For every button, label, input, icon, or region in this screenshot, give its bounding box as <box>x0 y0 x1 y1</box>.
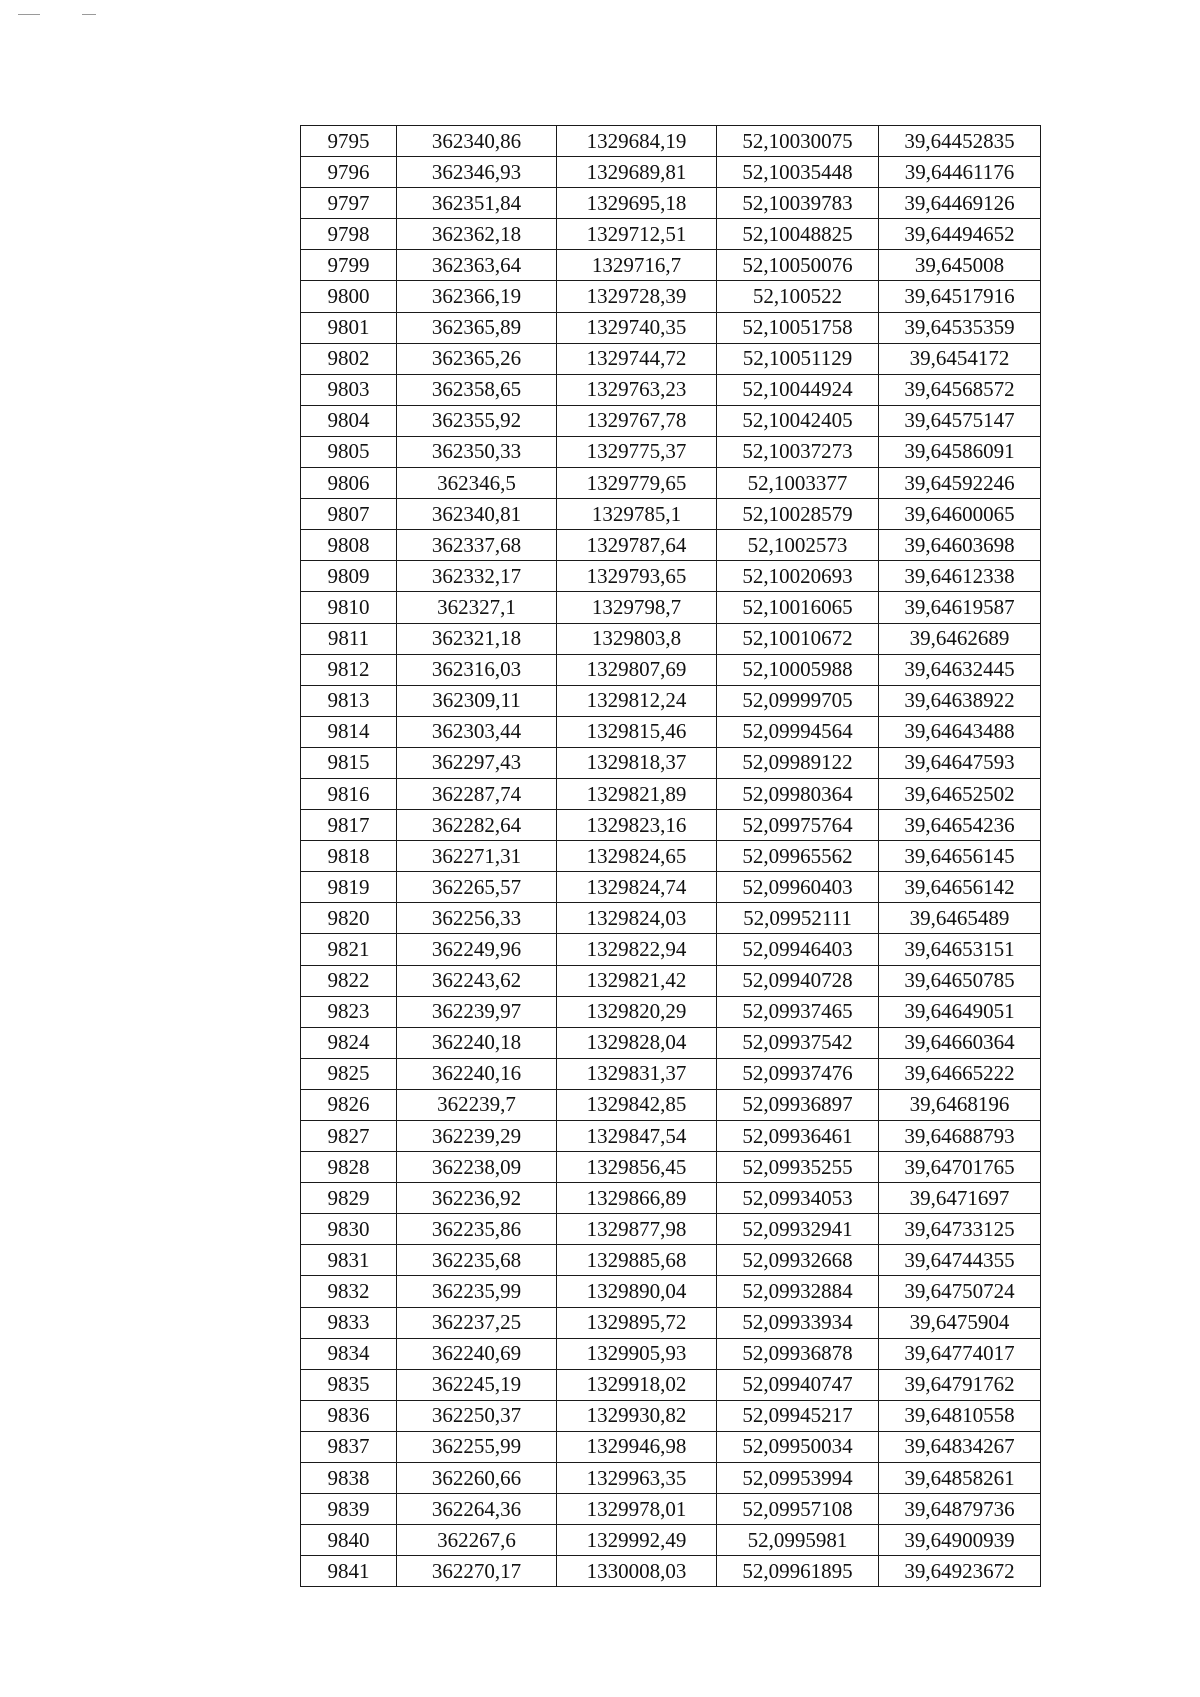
latitude-cell: 52,10028579 <box>717 499 879 530</box>
table-row <box>301 157 1041 188</box>
x-coordinate-cell: 362243,62 <box>397 965 557 996</box>
longitude-cell: 39,64656142 <box>879 872 1041 903</box>
point-number-cell: 9815 <box>301 747 397 778</box>
x-coordinate-cell: 362240,18 <box>397 1027 557 1058</box>
point-number-cell: 9819 <box>301 872 397 903</box>
point-number-cell: 9804 <box>301 405 397 436</box>
y-coordinate-cell: 1329978,01 <box>557 1494 717 1525</box>
table-row <box>301 592 1041 623</box>
x-coordinate-cell: 362239,97 <box>397 996 557 1027</box>
point-number-cell: 9801 <box>301 312 397 343</box>
y-coordinate-cell: 1329930,82 <box>557 1400 717 1431</box>
y-coordinate-cell: 1329807,69 <box>557 654 717 685</box>
x-coordinate-cell: 362366,19 <box>397 281 557 312</box>
point-number-cell: 9841 <box>301 1556 397 1587</box>
x-coordinate-cell: 362240,16 <box>397 1058 557 1089</box>
table-row <box>301 1089 1041 1120</box>
table-row <box>301 685 1041 716</box>
table-row <box>301 405 1041 436</box>
x-coordinate-cell: 362239,7 <box>397 1089 557 1120</box>
point-number-cell: 9809 <box>301 561 397 592</box>
y-coordinate-cell: 1329823,16 <box>557 810 717 841</box>
table-row <box>301 1152 1041 1183</box>
latitude-cell: 52,0995981 <box>717 1525 879 1556</box>
y-coordinate-cell: 1329684,19 <box>557 126 717 157</box>
latitude-cell: 52,09932941 <box>717 1214 879 1245</box>
table-row <box>301 654 1041 685</box>
x-coordinate-cell: 362240,69 <box>397 1338 557 1369</box>
x-coordinate-cell: 362332,17 <box>397 561 557 592</box>
scan-artifact <box>82 14 96 15</box>
table-row <box>301 1276 1041 1307</box>
y-coordinate-cell: 1329815,46 <box>557 716 717 747</box>
x-coordinate-cell: 362346,5 <box>397 468 557 499</box>
table-row <box>301 499 1041 530</box>
x-coordinate-cell: 362327,1 <box>397 592 557 623</box>
point-number-cell: 9810 <box>301 592 397 623</box>
table-row <box>301 561 1041 592</box>
point-number-cell: 9803 <box>301 374 397 405</box>
y-coordinate-cell: 1329992,49 <box>557 1525 717 1556</box>
y-coordinate-cell: 1329712,51 <box>557 219 717 250</box>
longitude-cell: 39,64643488 <box>879 716 1041 747</box>
table-row <box>301 1027 1041 1058</box>
table-row <box>301 1556 1041 1587</box>
y-coordinate-cell: 1329689,81 <box>557 157 717 188</box>
table-row <box>301 343 1041 374</box>
latitude-cell: 52,09936461 <box>717 1121 879 1152</box>
longitude-cell: 39,64575147 <box>879 405 1041 436</box>
x-coordinate-cell: 362340,86 <box>397 126 557 157</box>
table-row <box>301 1183 1041 1214</box>
point-number-cell: 9818 <box>301 841 397 872</box>
point-number-cell: 9822 <box>301 965 397 996</box>
point-number-cell: 9811 <box>301 623 397 654</box>
latitude-cell: 52,09953994 <box>717 1463 879 1494</box>
latitude-cell: 52,09936897 <box>717 1089 879 1120</box>
table-row <box>301 1400 1041 1431</box>
latitude-cell: 52,09940728 <box>717 965 879 996</box>
latitude-cell: 52,10051758 <box>717 312 879 343</box>
longitude-cell: 39,64923672 <box>879 1556 1041 1587</box>
table-row <box>301 1245 1041 1276</box>
point-number-cell: 9828 <box>301 1152 397 1183</box>
table-row <box>301 312 1041 343</box>
latitude-cell: 52,10035448 <box>717 157 879 188</box>
point-number-cell: 9824 <box>301 1027 397 1058</box>
table-row <box>301 778 1041 809</box>
point-number-cell: 9821 <box>301 934 397 965</box>
x-coordinate-cell: 362235,86 <box>397 1214 557 1245</box>
x-coordinate-cell: 362362,18 <box>397 219 557 250</box>
scan-artifact <box>18 14 40 15</box>
point-number-cell: 9830 <box>301 1214 397 1245</box>
y-coordinate-cell: 1329785,1 <box>557 499 717 530</box>
latitude-cell: 52,1003377 <box>717 468 879 499</box>
latitude-cell: 52,09965562 <box>717 841 879 872</box>
longitude-cell: 39,64647593 <box>879 747 1041 778</box>
table-row <box>301 1058 1041 1089</box>
y-coordinate-cell: 1329716,7 <box>557 250 717 281</box>
x-coordinate-cell: 362309,11 <box>397 685 557 716</box>
latitude-cell: 52,10048825 <box>717 219 879 250</box>
x-coordinate-cell: 362340,81 <box>397 499 557 530</box>
longitude-cell: 39,64586091 <box>879 436 1041 467</box>
point-number-cell: 9825 <box>301 1058 397 1089</box>
latitude-cell: 52,10005988 <box>717 654 879 685</box>
x-coordinate-cell: 362249,96 <box>397 934 557 965</box>
latitude-cell: 52,09933934 <box>717 1307 879 1338</box>
latitude-cell: 52,09945217 <box>717 1400 879 1431</box>
y-coordinate-cell: 1329767,78 <box>557 405 717 436</box>
table-row <box>301 1463 1041 1494</box>
longitude-cell: 39,64612338 <box>879 561 1041 592</box>
table-row <box>301 996 1041 1027</box>
point-number-cell: 9831 <box>301 1245 397 1276</box>
y-coordinate-cell: 1329895,72 <box>557 1307 717 1338</box>
y-coordinate-cell: 1329812,24 <box>557 685 717 716</box>
longitude-cell: 39,64638922 <box>879 685 1041 716</box>
x-coordinate-cell: 362351,84 <box>397 188 557 219</box>
longitude-cell: 39,64774017 <box>879 1338 1041 1369</box>
x-coordinate-cell: 362365,26 <box>397 343 557 374</box>
table-row <box>301 872 1041 903</box>
y-coordinate-cell: 1329963,35 <box>557 1463 717 1494</box>
table-row <box>301 934 1041 965</box>
x-coordinate-cell: 362265,57 <box>397 872 557 903</box>
x-coordinate-cell: 362346,93 <box>397 157 557 188</box>
table-row <box>301 530 1041 561</box>
y-coordinate-cell: 1329763,23 <box>557 374 717 405</box>
point-number-cell: 9812 <box>301 654 397 685</box>
x-coordinate-cell: 362264,36 <box>397 1494 557 1525</box>
y-coordinate-cell: 1329821,42 <box>557 965 717 996</box>
longitude-cell: 39,64652502 <box>879 778 1041 809</box>
longitude-cell: 39,64791762 <box>879 1369 1041 1400</box>
y-coordinate-cell: 1329779,65 <box>557 468 717 499</box>
point-number-cell: 9836 <box>301 1400 397 1431</box>
longitude-cell: 39,64469126 <box>879 188 1041 219</box>
y-coordinate-cell: 1329803,8 <box>557 623 717 654</box>
latitude-cell: 52,10039783 <box>717 188 879 219</box>
latitude-cell: 52,10051129 <box>717 343 879 374</box>
table-row <box>301 1494 1041 1525</box>
longitude-cell: 39,64452835 <box>879 126 1041 157</box>
table-row <box>301 1431 1041 1462</box>
point-number-cell: 9820 <box>301 903 397 934</box>
point-number-cell: 9807 <box>301 499 397 530</box>
table-row <box>301 810 1041 841</box>
point-number-cell: 9840 <box>301 1525 397 1556</box>
latitude-cell: 52,09960403 <box>717 872 879 903</box>
latitude-cell: 52,09935255 <box>717 1152 879 1183</box>
table-row <box>301 841 1041 872</box>
longitude-cell: 39,64592246 <box>879 468 1041 499</box>
latitude-cell: 52,09961895 <box>717 1556 879 1587</box>
longitude-cell: 39,64656145 <box>879 841 1041 872</box>
latitude-cell: 52,09952111 <box>717 903 879 934</box>
point-number-cell: 9839 <box>301 1494 397 1525</box>
x-coordinate-cell: 362255,99 <box>397 1431 557 1462</box>
latitude-cell: 52,09934053 <box>717 1183 879 1214</box>
point-number-cell: 9817 <box>301 810 397 841</box>
longitude-cell: 39,64660364 <box>879 1027 1041 1058</box>
latitude-cell: 52,09937542 <box>717 1027 879 1058</box>
latitude-cell: 52,09932668 <box>717 1245 879 1276</box>
longitude-cell: 39,64744355 <box>879 1245 1041 1276</box>
table-row <box>301 281 1041 312</box>
point-number-cell: 9795 <box>301 126 397 157</box>
latitude-cell: 52,09937476 <box>717 1058 879 1089</box>
latitude-cell: 52,1002573 <box>717 530 879 561</box>
longitude-cell: 39,64654236 <box>879 810 1041 841</box>
point-number-cell: 9802 <box>301 343 397 374</box>
y-coordinate-cell: 1329787,64 <box>557 530 717 561</box>
y-coordinate-cell: 1329831,37 <box>557 1058 717 1089</box>
latitude-cell: 52,09999705 <box>717 685 879 716</box>
longitude-cell: 39,6471697 <box>879 1183 1041 1214</box>
x-coordinate-cell: 362237,25 <box>397 1307 557 1338</box>
y-coordinate-cell: 1329821,89 <box>557 778 717 809</box>
point-number-cell: 9833 <box>301 1307 397 1338</box>
x-coordinate-cell: 362271,31 <box>397 841 557 872</box>
point-number-cell: 9813 <box>301 685 397 716</box>
longitude-cell: 39,64733125 <box>879 1214 1041 1245</box>
longitude-cell: 39,64535359 <box>879 312 1041 343</box>
latitude-cell: 52,09946403 <box>717 934 879 965</box>
longitude-cell: 39,64810558 <box>879 1400 1041 1431</box>
point-number-cell: 9823 <box>301 996 397 1027</box>
point-number-cell: 9838 <box>301 1463 397 1494</box>
y-coordinate-cell: 1329728,39 <box>557 281 717 312</box>
latitude-cell: 52,10044924 <box>717 374 879 405</box>
y-coordinate-cell: 1329740,35 <box>557 312 717 343</box>
latitude-cell: 52,09937465 <box>717 996 879 1027</box>
x-coordinate-cell: 362355,92 <box>397 405 557 436</box>
longitude-cell: 39,64750724 <box>879 1276 1041 1307</box>
point-number-cell: 9796 <box>301 157 397 188</box>
x-coordinate-cell: 362363,64 <box>397 250 557 281</box>
longitude-cell: 39,64688793 <box>879 1121 1041 1152</box>
latitude-cell: 52,10020693 <box>717 561 879 592</box>
x-coordinate-cell: 362235,68 <box>397 1245 557 1276</box>
latitude-cell: 52,09932884 <box>717 1276 879 1307</box>
latitude-cell: 52,09936878 <box>717 1338 879 1369</box>
latitude-cell: 52,09994564 <box>717 716 879 747</box>
point-number-cell: 9837 <box>301 1431 397 1462</box>
longitude-cell: 39,64665222 <box>879 1058 1041 1089</box>
point-number-cell: 9814 <box>301 716 397 747</box>
latitude-cell: 52,09957108 <box>717 1494 879 1525</box>
table-row <box>301 1121 1041 1152</box>
y-coordinate-cell: 1329866,89 <box>557 1183 717 1214</box>
longitude-cell: 39,64701765 <box>879 1152 1041 1183</box>
y-coordinate-cell: 1329905,93 <box>557 1338 717 1369</box>
latitude-cell: 52,10050076 <box>717 250 879 281</box>
x-coordinate-cell: 362337,68 <box>397 530 557 561</box>
longitude-cell: 39,64653151 <box>879 934 1041 965</box>
table-row <box>301 623 1041 654</box>
y-coordinate-cell: 1329820,29 <box>557 996 717 1027</box>
longitude-cell: 39,6468196 <box>879 1089 1041 1120</box>
latitude-cell: 52,09940747 <box>717 1369 879 1400</box>
table-row <box>301 965 1041 996</box>
x-coordinate-cell: 362250,37 <box>397 1400 557 1431</box>
table-row <box>301 1338 1041 1369</box>
x-coordinate-cell: 362238,09 <box>397 1152 557 1183</box>
x-coordinate-cell: 362321,18 <box>397 623 557 654</box>
latitude-cell: 52,09989122 <box>717 747 879 778</box>
longitude-cell: 39,64632445 <box>879 654 1041 685</box>
table-row <box>301 1525 1041 1556</box>
table-row <box>301 436 1041 467</box>
longitude-cell: 39,6465489 <box>879 903 1041 934</box>
y-coordinate-cell: 1329828,04 <box>557 1027 717 1058</box>
x-coordinate-cell: 362287,74 <box>397 778 557 809</box>
point-number-cell: 9829 <box>301 1183 397 1214</box>
point-number-cell: 9799 <box>301 250 397 281</box>
longitude-cell: 39,64517916 <box>879 281 1041 312</box>
latitude-cell: 52,10030075 <box>717 126 879 157</box>
longitude-cell: 39,645008 <box>879 250 1041 281</box>
longitude-cell: 39,64568572 <box>879 374 1041 405</box>
y-coordinate-cell: 1329824,74 <box>557 872 717 903</box>
longitude-cell: 39,64879736 <box>879 1494 1041 1525</box>
x-coordinate-cell: 362350,33 <box>397 436 557 467</box>
point-number-cell: 9806 <box>301 468 397 499</box>
coordinates-table <box>300 125 1041 1587</box>
latitude-cell: 52,09975764 <box>717 810 879 841</box>
longitude-cell: 39,64600065 <box>879 499 1041 530</box>
y-coordinate-cell: 1329885,68 <box>557 1245 717 1276</box>
table-row <box>301 903 1041 934</box>
y-coordinate-cell: 1329793,65 <box>557 561 717 592</box>
y-coordinate-cell: 1329818,37 <box>557 747 717 778</box>
y-coordinate-cell: 1329946,98 <box>557 1431 717 1462</box>
longitude-cell: 39,64649051 <box>879 996 1041 1027</box>
y-coordinate-cell: 1329744,72 <box>557 343 717 374</box>
latitude-cell: 52,100522 <box>717 281 879 312</box>
point-number-cell: 9797 <box>301 188 397 219</box>
point-number-cell: 9826 <box>301 1089 397 1120</box>
longitude-cell: 39,64619587 <box>879 592 1041 623</box>
longitude-cell: 39,64834267 <box>879 1431 1041 1462</box>
longitude-cell: 39,64494652 <box>879 219 1041 250</box>
y-coordinate-cell: 1329842,85 <box>557 1089 717 1120</box>
latitude-cell: 52,09980364 <box>717 778 879 809</box>
table-row <box>301 188 1041 219</box>
coordinates-table-body <box>301 126 1041 1587</box>
y-coordinate-cell: 1329695,18 <box>557 188 717 219</box>
x-coordinate-cell: 362260,66 <box>397 1463 557 1494</box>
latitude-cell: 52,09950034 <box>717 1431 879 1462</box>
longitude-cell: 39,64650785 <box>879 965 1041 996</box>
table-row <box>301 747 1041 778</box>
table-row <box>301 1369 1041 1400</box>
x-coordinate-cell: 362358,65 <box>397 374 557 405</box>
longitude-cell: 39,6462689 <box>879 623 1041 654</box>
y-coordinate-cell: 1329847,54 <box>557 1121 717 1152</box>
point-number-cell: 9832 <box>301 1276 397 1307</box>
longitude-cell: 39,64858261 <box>879 1463 1041 1494</box>
table-row <box>301 1214 1041 1245</box>
y-coordinate-cell: 1329824,03 <box>557 903 717 934</box>
table-row <box>301 250 1041 281</box>
x-coordinate-cell: 362239,29 <box>397 1121 557 1152</box>
table-row <box>301 374 1041 405</box>
y-coordinate-cell: 1330008,03 <box>557 1556 717 1587</box>
point-number-cell: 9816 <box>301 778 397 809</box>
y-coordinate-cell: 1329877,98 <box>557 1214 717 1245</box>
x-coordinate-cell: 362235,99 <box>397 1276 557 1307</box>
latitude-cell: 52,10010672 <box>717 623 879 654</box>
x-coordinate-cell: 362245,19 <box>397 1369 557 1400</box>
y-coordinate-cell: 1329890,04 <box>557 1276 717 1307</box>
x-coordinate-cell: 362256,33 <box>397 903 557 934</box>
x-coordinate-cell: 362316,03 <box>397 654 557 685</box>
point-number-cell: 9798 <box>301 219 397 250</box>
longitude-cell: 39,64603698 <box>879 530 1041 561</box>
longitude-cell: 39,6454172 <box>879 343 1041 374</box>
table-row <box>301 219 1041 250</box>
y-coordinate-cell: 1329918,02 <box>557 1369 717 1400</box>
x-coordinate-cell: 362267,6 <box>397 1525 557 1556</box>
x-coordinate-cell: 362365,89 <box>397 312 557 343</box>
point-number-cell: 9834 <box>301 1338 397 1369</box>
longitude-cell: 39,64900939 <box>879 1525 1041 1556</box>
table-row <box>301 716 1041 747</box>
x-coordinate-cell: 362236,92 <box>397 1183 557 1214</box>
x-coordinate-cell: 362270,17 <box>397 1556 557 1587</box>
latitude-cell: 52,10037273 <box>717 436 879 467</box>
y-coordinate-cell: 1329856,45 <box>557 1152 717 1183</box>
x-coordinate-cell: 362303,44 <box>397 716 557 747</box>
y-coordinate-cell: 1329798,7 <box>557 592 717 623</box>
y-coordinate-cell: 1329822,94 <box>557 934 717 965</box>
table-row <box>301 126 1041 157</box>
table-row <box>301 468 1041 499</box>
point-number-cell: 9835 <box>301 1369 397 1400</box>
y-coordinate-cell: 1329824,65 <box>557 841 717 872</box>
y-coordinate-cell: 1329775,37 <box>557 436 717 467</box>
point-number-cell: 9808 <box>301 530 397 561</box>
latitude-cell: 52,10042405 <box>717 405 879 436</box>
table-row <box>301 1307 1041 1338</box>
x-coordinate-cell: 362297,43 <box>397 747 557 778</box>
x-coordinate-cell: 362282,64 <box>397 810 557 841</box>
longitude-cell: 39,64461176 <box>879 157 1041 188</box>
point-number-cell: 9827 <box>301 1121 397 1152</box>
latitude-cell: 52,10016065 <box>717 592 879 623</box>
point-number-cell: 9800 <box>301 281 397 312</box>
point-number-cell: 9805 <box>301 436 397 467</box>
longitude-cell: 39,6475904 <box>879 1307 1041 1338</box>
